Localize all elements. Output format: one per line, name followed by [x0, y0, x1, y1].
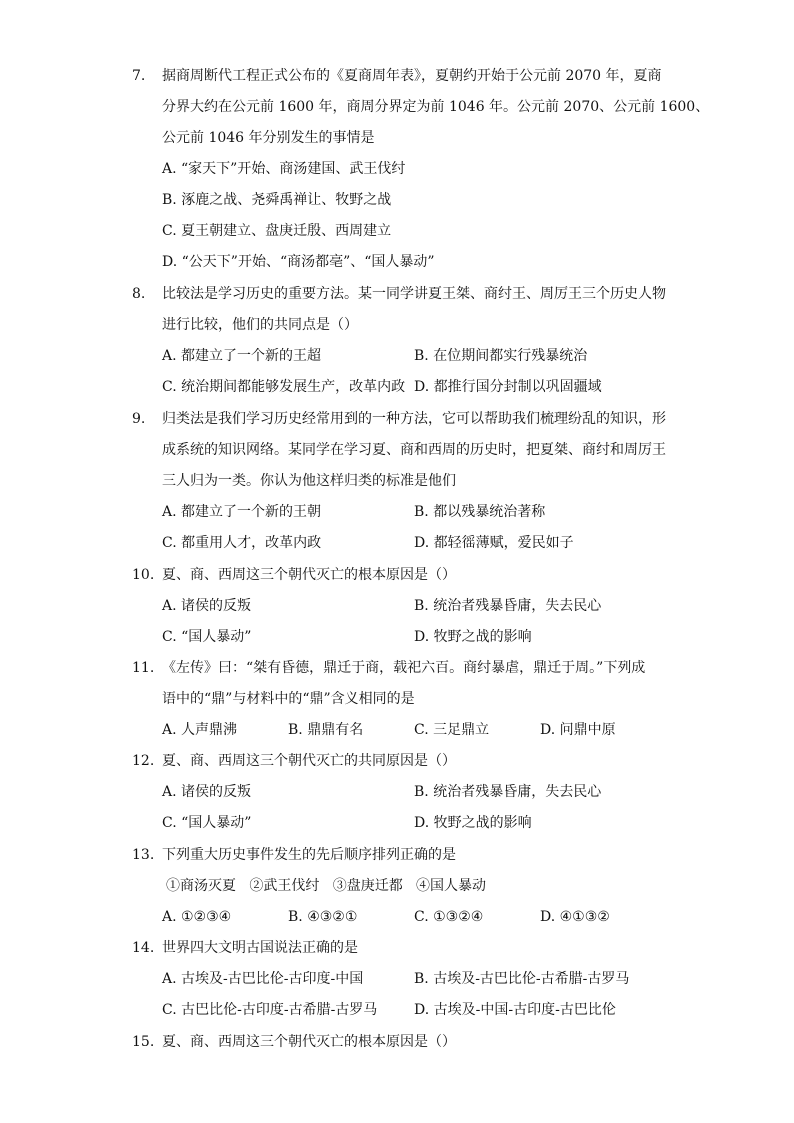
question-stem: 《左传》曰：“桀有昏德，鼎迁于商，载祀六百。商纣暴虐，鼎迁于周。”下列成 语中的“鼎”与材料中的“鼎”含义相同的是: [162, 660, 646, 707]
option-b[interactable]: B. 在位期间都实行残暴统治: [414, 348, 588, 364]
option-d[interactable]: D. “公天下”开始、“商汤都亳”、“国人暴动”: [162, 254, 435, 270]
question-number: 14.: [132, 940, 155, 956]
question-9: [132, 404, 692, 559]
question-14: [132, 933, 692, 1026]
option-c[interactable]: C. 夏王朝建立、盘庚迁殷、西周建立: [162, 223, 392, 239]
question-15: [132, 1027, 692, 1058]
question-8: [132, 279, 692, 403]
option-b[interactable]: B. 统治者残暴昏庸，失去民心: [414, 784, 602, 800]
question-stem: 比较法是学习历史的重要方法。某一同学讲夏王桀、商纣王、周厉王三个历史人物 进行比较，他们的共同点是（）: [162, 286, 666, 333]
question-stem: 下列重大历史事件发生的先后顺序排列正确的是: [162, 847, 456, 863]
option-c[interactable]: C. 统治期间都能够发展生产，改革内政: [162, 379, 406, 395]
options: [162, 777, 692, 839]
option-a[interactable]: A. 诸侯的反叛: [162, 598, 252, 614]
question-stem: 夏、商、西周这三个朝代灭亡的根本原因是（）: [162, 1034, 456, 1050]
question-number: 10.: [132, 567, 155, 583]
option-a[interactable]: A. “家天下”开始、商汤建国、武王伐纣: [162, 161, 406, 177]
question-number: 9.: [132, 411, 146, 427]
question-7: [132, 61, 710, 278]
options: [162, 341, 692, 403]
question-number: 15.: [132, 1034, 155, 1050]
option-b[interactable]: B. 古埃及-古巴比伦-古希腊-古罗马: [414, 971, 630, 987]
option-a[interactable]: A. 诸侯的反叛: [162, 784, 252, 800]
options: [162, 497, 692, 559]
question-stem: 据商周断代工程正式公布的《夏商周年表》，夏朝约开始于公元前 2070 年，夏商 分界大约在公元前 1600 年，商周分界定为前 1046 年。公元前 2070、公元前 1600、 公元前 1046 年分别发生的事情是: [162, 68, 710, 146]
option-c[interactable]: C. “国人暴动”: [162, 815, 252, 831]
option-d[interactable]: D. 牧野之战的影响: [414, 815, 532, 831]
option-d[interactable]: D. ④①③②: [540, 909, 610, 925]
option-c[interactable]: C. 古巴比伦-古印度-古希腊-古罗马: [162, 1002, 378, 1018]
option-c[interactable]: C. 都重用人才，改革内政: [162, 535, 322, 551]
options: [162, 154, 692, 278]
question-10: [132, 560, 692, 653]
option-d[interactable]: D. 都推行国分封制以巩固疆域: [414, 379, 602, 395]
question-11: [132, 653, 692, 746]
question-stem: 世界四大文明古国说法正确的是: [162, 940, 358, 956]
option-a[interactable]: A. 都建立了一个新的王超: [162, 348, 322, 364]
option-a[interactable]: A. 人声鼎沸: [162, 722, 238, 738]
option-b[interactable]: B. 鼎鼎有名: [288, 722, 364, 738]
question-12: [132, 746, 692, 839]
option-b[interactable]: B. 统治者残暴昏庸，失去民心: [414, 598, 602, 614]
option-a[interactable]: A. 都建立了一个新的王朝: [162, 504, 322, 520]
option-d[interactable]: D. 古埃及-中国-古印度-古巴比伦: [414, 1002, 616, 1018]
question-number: 13.: [132, 847, 155, 863]
question-number: 11.: [132, 660, 155, 676]
question-13: [132, 840, 692, 933]
option-b[interactable]: B. 涿鹿之战、尧舜禹禅让、牧野之战: [162, 192, 392, 208]
option-c[interactable]: C. ①③②④: [414, 909, 484, 925]
option-b[interactable]: B. ④③②①: [288, 909, 358, 925]
question-number: 7.: [132, 68, 146, 84]
option-a[interactable]: A. ①②③④: [162, 909, 232, 925]
question-stem: 归类法是我们学习历史经常用到的一种方法，它可以帮助我们梳理纷乱的知识，形 成系统的知识网络。某同学在学习夏、商和西周的历史时，把夏桀、商纣和周厉王 三人归为一类。你认为他这样归类的标准是他们: [162, 411, 666, 489]
question-number: 12.: [132, 753, 155, 769]
option-a[interactable]: A. 古埃及-古巴比伦-古印度-中国: [162, 971, 364, 987]
options: [162, 964, 692, 1026]
question-stem: 夏、商、西周这三个朝代灭亡的共同原因是（）: [162, 753, 456, 769]
option-b[interactable]: B. 都以残暴统治著称: [414, 504, 546, 520]
options: [162, 715, 692, 746]
option-c[interactable]: C. “国人暴动”: [162, 629, 252, 645]
question-number: 8.: [132, 286, 146, 302]
event-list: ①商汤灭夏 ②武王伐纣 ③盘庚迁都 ④国人暴动: [166, 878, 487, 894]
options: [162, 902, 692, 933]
option-d[interactable]: D. 问鼎中原: [540, 722, 616, 738]
option-d[interactable]: D. 牧野之战的影响: [414, 629, 532, 645]
option-d[interactable]: D. 都轻徭薄赋，爱民如子: [414, 535, 574, 551]
options: [162, 591, 692, 653]
question-stem: 夏、商、西周这三个朝代灭亡的根本原因是（）: [162, 567, 456, 583]
option-c[interactable]: C. 三足鼎立: [414, 722, 490, 738]
